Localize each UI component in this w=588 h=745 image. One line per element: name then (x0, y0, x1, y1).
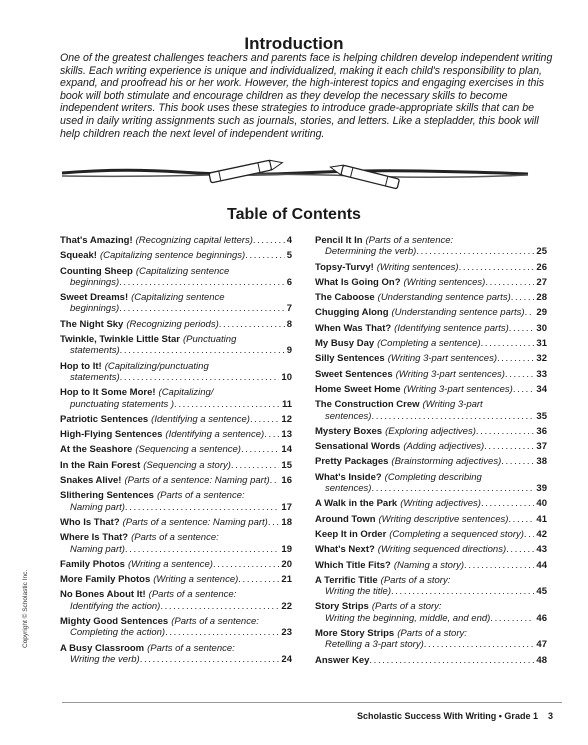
toc-entry-title: Family Photos (60, 558, 125, 570)
toc-right-column (315, 235, 547, 670)
toc-leader-dots (245, 250, 285, 261)
toc-page-number: 35 (536, 410, 547, 422)
toc-entry-title: In the Rain Forest (60, 459, 141, 471)
toc-entry-description: (Capitalizing sentence (135, 265, 230, 277)
toc-leader-dots (525, 307, 535, 318)
intro-title: Introduction (244, 34, 344, 53)
toc-entry-description: (Writing sentences) (376, 261, 459, 273)
toc-page-number: 18 (281, 516, 292, 528)
toc-entry (60, 292, 292, 315)
toc-entry-description: (Understanding sentence parts) (377, 292, 511, 304)
toc-page-number: 48 (536, 654, 547, 666)
toc-entry-description-continued: statements) (70, 371, 120, 383)
toc-entry (315, 529, 547, 540)
toc-page-number: 4 (286, 235, 292, 246)
toc-leader-dots (509, 323, 535, 334)
toc-entry-description: (Parts of a sentence: (148, 589, 237, 601)
toc-left-column (60, 235, 292, 669)
toc-page-number: 34 (536, 383, 547, 395)
toc-entry (315, 498, 547, 509)
toc-entry-title: No Bones About It! (60, 589, 146, 601)
toc-entry-title: Squeak! (60, 250, 97, 262)
toc-page-number: 15 (281, 459, 292, 471)
toc-entry-description-continued: Determining the verb) (325, 246, 417, 258)
toc-page-number: 22 (281, 600, 292, 612)
toc-leader-dots (424, 639, 535, 650)
toc-page-number: 9 (286, 345, 292, 357)
toc-entry-description-continued: Identifying the action) (70, 600, 161, 612)
toc-entry-description: (Capitalizing/punctuating (104, 360, 209, 372)
toc-entry (315, 353, 547, 364)
toc-entry-description: (Writing 3-part sentences) (387, 353, 497, 365)
toc-entry-description: (Understanding sentence parts) (391, 307, 525, 319)
toc-entry (315, 338, 547, 349)
toc-entry (60, 616, 292, 639)
toc-leader-dots (476, 426, 535, 437)
toc-page-number: 7 (286, 303, 292, 315)
toc-entry (315, 601, 547, 624)
toc-entry-description-continued: Writing the verb) (70, 653, 140, 665)
toc-entry (315, 456, 547, 467)
toc-entry-description: (Capitalizing sentence (131, 292, 225, 304)
toc-entry-title: A Terrific Title (315, 574, 378, 586)
toc-leader-dots (459, 262, 535, 273)
toc-entry (315, 628, 547, 651)
toc-entry-title: What's Inside? (315, 471, 382, 483)
toc-entry-description: (Completing a sequenced story) (389, 528, 524, 540)
toc-entry-title: Where Is That? (60, 532, 129, 544)
intro-paragraph: One of the greatest challenges teachers and parents face is helping children develop independent writing skills. Each writing experience is unique and individualized, making it each child's responsibility to plan, expand, and proofread his or her work. However, the high-interest topics and engaging exercises in this book will both stimulate and encourage children as they develop the necessary skills to become independent writers. This book uses these strategies to introduce grade-appropriate skills that can be used in daily writing assignments such as journals, stories, and letters. Like a stepladder, this book will help children reach the next level of independent writing. (60, 52, 553, 140)
toc-leader-dots (140, 654, 280, 665)
toc-page-number: 12 (281, 413, 292, 425)
toc-entry (315, 262, 547, 273)
toc-page-number: 13 (281, 429, 292, 441)
toc-page-number: 41 (536, 513, 547, 525)
toc-entry-title: Which Title Fits? (315, 559, 391, 571)
toc-entry-title: More Family Photos (60, 574, 151, 586)
toc-entry-title: Who Is That? (60, 516, 120, 528)
toc-leader-dots (231, 460, 280, 471)
toc-entry-title: Mystery Boxes (315, 425, 383, 437)
toc-entry (60, 235, 292, 246)
toc-entry-description-continued: Completing the action) (70, 627, 166, 639)
toc-entry-description: (Naming a story) (393, 559, 465, 571)
toc-entry-description: (Writing a sentence) (127, 558, 213, 570)
toc-page-number: 5 (286, 250, 292, 262)
copyright-note: Copyright © Scholastic Inc. (22, 569, 29, 648)
toc-leader-dots (253, 235, 285, 246)
toc-entry-title: A Busy Classroom (60, 642, 145, 654)
toc-entry (60, 266, 292, 289)
toc-entry-title: The Construction Crew (315, 399, 420, 411)
toc-entry-title: Story Strips (315, 601, 369, 613)
toc-leader-dots (508, 514, 534, 525)
toc-page-number: 25 (536, 246, 547, 258)
toc-page-number: 44 (536, 559, 547, 571)
toc-page-number: 33 (536, 368, 547, 380)
toc-entry-description-continued: Writing the title) (325, 586, 391, 598)
toc-page-number: 17 (281, 501, 292, 513)
toc-page-number: 43 (536, 544, 547, 556)
toc-entry (60, 444, 292, 455)
toc-leader-dots (165, 627, 279, 638)
footer-rule (62, 702, 562, 703)
toc-leader-dots (391, 586, 534, 597)
toc-page-number: 19 (281, 543, 292, 555)
toc-entry (315, 277, 547, 288)
toc-entry (60, 589, 292, 612)
toc-leader-dots (464, 560, 534, 571)
toc-entry (60, 475, 292, 486)
toc-entry-description: (Parts of a story: (371, 601, 442, 613)
toc-page-number: 38 (536, 456, 547, 468)
toc-entry-description: (Writing a sentence) (153, 574, 239, 586)
toc-page-number: 21 (281, 574, 292, 586)
toc-entry-title: The Night Sky (60, 318, 124, 330)
toc-leader-dots (213, 559, 279, 570)
toc-entry (315, 369, 547, 380)
toc-leader-dots (371, 483, 534, 494)
toc-entry-description: (Sequencing a story) (143, 459, 231, 471)
toc-page-number: 24 (281, 653, 292, 665)
toc-entry-title: Mighty Good Sentences (60, 616, 169, 628)
toc-entry-description: (Parts of a sentence: (365, 235, 454, 246)
toc-entry-title: My Busy Day (315, 338, 375, 350)
toc-page-number: 46 (536, 612, 547, 624)
toc-entry-title: Keep It in Order (315, 528, 387, 540)
toc-entry-title: Patriotic Sentences (60, 413, 149, 425)
toc-page-number: 28 (536, 292, 547, 304)
toc-entry (60, 517, 292, 528)
toc-entry-description: (Identifying a sentence) (151, 413, 250, 425)
toc-entry-title: Slithering Sentences (60, 490, 154, 502)
toc-entry (60, 319, 292, 330)
toc-entry (60, 361, 292, 384)
toc-entry-description-continued: Naming part) (70, 543, 125, 555)
toc-entry-title: Answer Key (315, 654, 370, 666)
toc-entry (315, 399, 547, 422)
toc-entry-description: (Capitalizing/ (158, 387, 214, 399)
toc-leader-dots (524, 529, 535, 540)
toc-entry-title: Pretty Packages (315, 456, 389, 468)
toc-page-number: 8 (286, 318, 292, 330)
toc-entry (315, 514, 547, 525)
toc-entry (315, 575, 547, 598)
toc-entry-description: (Completing a sentence) (377, 338, 481, 350)
toc-entry-title: Hop to It! (60, 360, 102, 372)
toc-leader-dots (511, 292, 535, 303)
toc-page-number: 26 (536, 261, 547, 273)
toc-entry (315, 655, 547, 666)
toc-leader-dots (481, 338, 535, 349)
footer-book-title: Scholastic Success With Writing • Grade 1 (357, 711, 538, 721)
toc-entry-title: High-Flying Sentences (60, 429, 163, 441)
toc-page-number: 36 (536, 425, 547, 437)
toc-entry-description: (Parts of a sentence: Naming part) (124, 475, 270, 487)
toc-page-number: 45 (536, 586, 547, 598)
toc-entry (60, 532, 292, 555)
toc-leader-dots (490, 613, 534, 624)
toc-leader-dots (505, 369, 535, 380)
toc-page-number: 14 (281, 444, 292, 456)
toc-entry-description: (Writing 3-part (422, 399, 483, 411)
toc-entry-description-continued: Naming part) (70, 501, 125, 513)
toc-entry-title: Sweet Sentences (315, 368, 393, 380)
toc-entry-description-continued: sentences) (325, 410, 372, 422)
toc-entry (60, 250, 292, 261)
toc-entry (60, 490, 292, 513)
toc-entry-description: (Exploring adjectives) (385, 425, 476, 437)
toc-leader-dots (497, 353, 534, 364)
toc-leader-dots (241, 444, 279, 455)
toc-entry (60, 387, 292, 410)
toc-leader-dots (250, 414, 279, 425)
toc-entry-description: (Identifying a sentence) (165, 429, 265, 441)
toc-page-number: 10 (281, 371, 292, 383)
toc-page-number: 29 (536, 307, 547, 319)
toc-page-number: 32 (536, 353, 547, 365)
toc-entry-description: (Writing descriptive sentences) (378, 513, 509, 525)
toc-entry-title: Topsy-Turvy! (315, 261, 374, 273)
toc-page-number: 37 (536, 441, 547, 453)
toc-entry-description: (Writing adjectives) (400, 498, 481, 510)
toc-entry (315, 544, 547, 555)
toc-entry-description: (Writing sentences) (403, 276, 486, 288)
toc-entry-title: A Walk in the Park (315, 498, 398, 510)
toc-entry (315, 441, 547, 452)
toc-leader-dots (513, 384, 535, 395)
toc-entry (315, 560, 547, 571)
toc-leader-dots (264, 429, 279, 440)
toc-leader-dots (119, 303, 285, 314)
toc-page-number: 20 (281, 558, 292, 570)
toc-entry (60, 429, 292, 440)
toc-entry-title: Sweet Dreams! (60, 292, 129, 304)
toc-leader-dots (119, 277, 285, 288)
toc-leader-dots (174, 399, 280, 410)
toc-entry (315, 472, 547, 495)
toc-entry-description-continued: Writing the beginning, middle, and end) (325, 612, 491, 624)
toc-entry-description-continued: beginnings) (70, 276, 120, 288)
toc-page-number: 30 (536, 322, 547, 334)
toc-leader-dots (125, 502, 280, 513)
toc-leader-dots (501, 456, 534, 467)
toc-leader-dots (268, 517, 280, 528)
toc-entry-title: Hop to It Some More! (60, 387, 156, 399)
toc-entry-description: (Parts of a sentence: (171, 616, 259, 628)
toc-page-number: 6 (286, 276, 292, 288)
toc-entry-title: Snakes Alive! (60, 475, 122, 487)
toc-leader-dots (506, 544, 534, 555)
toc-leader-dots (270, 475, 280, 486)
toc-entry-description: (Recognizing periods) (126, 318, 219, 330)
toc-entry-description: (Sequencing a sentence) (135, 444, 241, 456)
toc-entry-description: (Parts of a story: (380, 574, 451, 586)
toc-leader-dots (120, 345, 285, 356)
toc-page-number: 27 (536, 276, 547, 288)
toc-entry-description-continued: beginnings) (70, 303, 120, 315)
toc-entry-description: (Capitalizing sentence beginnings) (99, 250, 246, 262)
toc-page-number: 39 (536, 483, 547, 495)
toc-entry (60, 559, 292, 570)
toc-page-number: 42 (536, 528, 547, 540)
toc-page-number: 40 (536, 498, 547, 510)
toc-entry-title: More Story Strips (315, 628, 395, 640)
toc-leader-dots (219, 319, 285, 330)
toc-entry (315, 384, 547, 395)
toc-leader-dots (238, 574, 279, 585)
toc-entry-description: (Identifying sentence parts) (394, 322, 509, 334)
toc-leader-dots (481, 498, 534, 509)
toc-entry (315, 292, 547, 303)
toc-leader-dots (484, 441, 534, 452)
toc-leader-dots (371, 411, 534, 422)
toc-entry-description: (Recognizing capital letters) (135, 235, 253, 246)
toc-entry (60, 643, 292, 666)
toc-entry (315, 323, 547, 334)
toc-entry (60, 460, 292, 471)
toc-entry-description: (Writing 3-part sentences) (395, 368, 505, 380)
toc-leader-dots (120, 372, 280, 383)
toc-title: Table of Contents (227, 206, 361, 223)
toc-entry-description: (Brainstorming adjectives) (391, 456, 502, 468)
toc-page-number: 16 (281, 475, 292, 487)
toc-entry-title: Twinkle, Twinkle Little Star (60, 334, 181, 346)
toc-entry-title: When Was That? (315, 322, 392, 334)
toc-entry-title: That's Amazing! (60, 235, 133, 246)
toc-entry-description: (Punctuating (183, 334, 237, 346)
toc-entry (60, 334, 292, 357)
toc-leader-dots (369, 655, 534, 666)
toc-entry-title: At the Seashore (60, 444, 133, 456)
toc-entry-description: (Parts of a sentence: Naming part) (122, 516, 268, 528)
toc-entry (60, 414, 292, 425)
toc-entry-description: (Parts of a sentence: (156, 490, 245, 502)
toc-page-number: 23 (281, 627, 292, 639)
toc-leader-dots (416, 246, 534, 257)
toc-entry-title: Pencil It In (315, 235, 363, 246)
toc-leader-dots (125, 544, 280, 555)
toc-entry-description-continued: statements) (70, 345, 120, 357)
toc-entry-description-continued: sentences) (325, 483, 372, 495)
toc-entry-title: Sensational Words (315, 441, 401, 453)
toc-entry-description: (Completing describing (384, 471, 482, 483)
toc-leader-dots (160, 601, 279, 612)
toc-entry-description: (Parts of a story: (397, 628, 467, 640)
toc-entry-title: Silly Sentences (315, 353, 385, 365)
toc-entry (315, 426, 547, 437)
crayon-divider-illustration (60, 158, 530, 192)
toc-entry-description-continued: Retelling a 3-part story) (325, 639, 424, 651)
toc-entry-description: (Writing 3-part sentences) (403, 383, 513, 395)
footer-page-number: 3 (548, 711, 554, 721)
toc-leader-dots (485, 277, 534, 288)
toc-entry-description: (Adding adjectives) (403, 441, 485, 453)
toc-entry-description: (Writing sequenced directions) (377, 544, 507, 556)
toc-entry-title: What's Next? (315, 544, 375, 556)
toc-entry (60, 574, 292, 585)
toc-page-number: 47 (536, 639, 547, 651)
toc-entry-title: The Caboose (315, 292, 375, 304)
toc-entry-title: Counting Sheep (60, 265, 133, 277)
toc-entry (315, 307, 547, 318)
toc-entry-title: Around Town (315, 513, 376, 525)
toc-entry-title: What Is Going On? (315, 276, 401, 288)
toc-entry-description-continued: punctuating statements ) (70, 398, 175, 410)
toc-entry-title: Home Sweet Home (315, 383, 401, 395)
toc-entry-description: (Parts of a sentence: (131, 532, 219, 544)
toc-entry-description: (Parts of a sentence: (147, 642, 235, 654)
toc-page-number: 11 (281, 398, 292, 410)
toc-entry (315, 235, 547, 258)
toc-page-number: 31 (536, 338, 547, 350)
toc-entry-title: Chugging Along (315, 307, 389, 319)
